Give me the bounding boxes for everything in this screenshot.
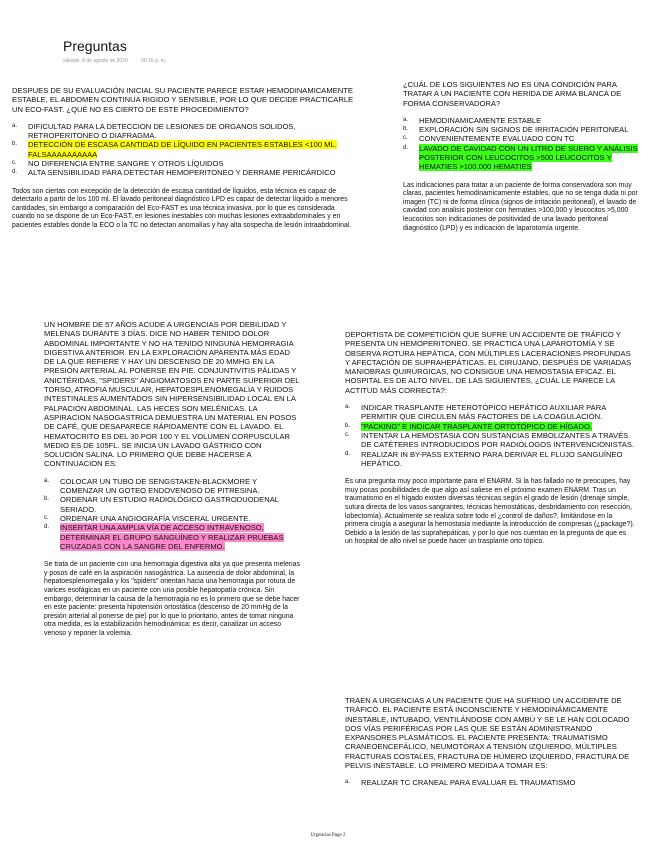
option-letter: a. xyxy=(44,477,50,484)
highlighted-answer: "PACKING" E INDICAR TRASPLANTE ORTOTÓPICO DE HÍGADO. xyxy=(361,421,592,431)
question-text: ¿CUÁL DE LOS SIGUIENTES NO ES UNA CONDICIÓN PARA TRATAR A UN PACIENTE CON HERIDA DE ARMA BLANCA DE FORMA CONSERVADORA? xyxy=(403,80,622,108)
explanation-text: Se trata de un paciente con una hemorragia digestiva alta ya que presenta melenas y posos de café en la aspiración nasogástrica. La ausencia de dolor abdominal, la hepatoesplenomegalia y los "spiders" orientan hacia una hemorragia por rotura de varices esofágicas en un paciente con una posible hepatopatía crónica. Sin embargo, determinar la causa de la hemorragia no es lo primero que se debe hacer en este paciente: presenta hipotensión ortostática (descenso de 20 mmHg de la presión arterial al ponerse de pie) por lo que lo prioritario, antes de tomar ninguna otra medida, es la estabilización hemodinámica: es decir, canalizar un acceso venoso y reponer la volemia. xyxy=(44,561,300,637)
option-letter: d. xyxy=(44,524,50,531)
option-letter: b. xyxy=(44,496,50,503)
answer-option xyxy=(345,403,635,422)
options-list xyxy=(44,477,300,551)
page-meta xyxy=(63,58,166,64)
option-text: ORDENAR UNA ANGIOGRAFÍA VISCERAL URGENTE. xyxy=(60,513,251,523)
question-text: DEPORTISTA DE COMPETICIÓN QUE SUFRE UN ACCIDENTE DE TRÁFICO Y PRESENTA UN HEMOPERITONEO. SE PRACTICA UNA LAPAROTOMÍA Y SE OBSERVA ROTURA HEPÁTICA, CON MÚLTIPLES LACERACIONES PROFUNDAS Y AFECTACIÓN DE SUPRAHEPÁTICAS. EL CIRUJANO, DESPUÉS DE VARIADAS MANIOBRAS QUIRÚRGICAS, NO CONSIGUE UNA HEMOSTASIA EFICAZ. EL HOSPITAL ES DE ALTO NIVEL. DE LAS SIGUIENTES, ¿CUÁL LE PARECE LA ACTITUD MÁS CORRECTA?: xyxy=(345,330,632,395)
option-letter: b. xyxy=(345,422,351,429)
answer-option xyxy=(403,125,643,134)
explanation-text: Es una pregunta muy poco importante para el ENARM. Si la has fallado no te preocupes, hay muy pocas posibilidades de que algo así saliese en el próximo examen ENARM. Tras un traumatismo en el hígado existen diversas técnicas según el grado de lesión (drenaje simple, sutura directa de los vasos sangrantes, técnicas hemostáticas, desbridamiento con resección, lobectomía). Actualmente se realiza sobre todo el ¿control de daños?, limitándose en la primera cirugía a asegurar la hemostasia mediante la introducción de compresas (¿package?). Debido a la lesión de las suprahepáticas, y por lo que nos cuentan en la pregunta de que es un hospital de alto nivel se puede hacer un trasplante orto tópico. xyxy=(345,478,635,546)
question-text: TRAEN A URGENCIAS A UN PACIENTE QUE HA SUFRIDO UN ACCIDENTE DE TRÁFICO. EL PACIENTE ESTÁ INCONSCIENTE Y HEMODINÁMICAMENTE INESTABLE, INTUBADO, VENTILÁNDOSE CON AMBÚ Y SE LE HAN COLOCADO DOS VÍAS PERIFÉRICAS POR LAS QUE SE ESTÁN ADMINISTRANDO EXPANSORES PLASMÁTICOS. EL PACIENTE PRESENTA: TRAUMATISMO CRANEOENCEFÁLICO, NEUMOTÓRAX A TENSIÓN IZQUIERDO, MÚLTIPLES FRACTURAS COSTALES, FRACTURA DE HÚMERO IZQUIERDO, FRACTURA DE PELVIS INESTABLE. LO PRIMERO MEDIDA A TOMAR ES: xyxy=(345,696,630,771)
explanation-text: Las indicaciones para tratar a un paciente de forma conservadora son muy claras, pacientes hemodinamicamente estables, que no se tenga duda ni por imagen (TC) ni de forma clínica (signos de irritación peritoneal), el lavado de cavidad con analisis posterior con hematies >100,000 y leucocitos >5,000 leucocitos son indicaciones de positividad de una lavado peritoneal diagnóstico (LPD) y es indicación de laparotomía urgente. xyxy=(403,181,638,232)
option-letter: d. xyxy=(12,169,18,176)
option-letter: a. xyxy=(403,116,409,123)
option-text: HEMODINAMICAMENTE ESTABLE xyxy=(419,115,542,125)
question-block xyxy=(403,80,643,233)
answer-option xyxy=(345,431,635,450)
option-text: NO DIFERENCIA ENTRE SANGRE Y OTROS LÍQUIDOS xyxy=(28,159,224,169)
page-title: Preguntas xyxy=(63,38,127,54)
answer-option xyxy=(44,495,300,514)
answer-option xyxy=(403,144,643,172)
option-letter: d. xyxy=(345,450,351,457)
option-text: ORDENAR UN ESTUDIO RADIOLÓGICO GASTRODUODENAL SERIADO. xyxy=(60,495,279,514)
option-letter: c. xyxy=(44,514,49,521)
option-text: ALTA SENSIBILIDAD PARA DETECTAR HEMOPERITONEO Y DERRAME PERICÁRDICO xyxy=(28,168,336,178)
highlighted-answer: INSERTAR UNA AMPLIA VÍA DE ACCESO INTRAVENOSO, DETERMINAR EL GRUPO SANGUÍNEO Y REALIZAR PRUEBAS CRUZADAS CON LA SANGRE DEL ENFERMO. xyxy=(60,523,284,551)
highlighted-answer: DETECCIÓN DE ESCASA CANTIDAD DE LÍQUIDO EN PACIENTES ESTABLES <100 ML. FALSAAAAAAAAAA xyxy=(28,140,337,159)
answer-option xyxy=(403,134,643,143)
answer-option xyxy=(403,116,643,125)
answer-option xyxy=(44,514,300,523)
answer-option xyxy=(345,422,635,431)
option-text: EXPLORACIÓN SIN SIGNOS DE IRRITACIÓN PERITONEAL xyxy=(419,125,629,135)
page-time: 06:15 p. m. xyxy=(141,58,167,64)
answer-option xyxy=(44,477,300,496)
option-letter: b. xyxy=(403,126,409,133)
answer-option xyxy=(12,122,357,141)
option-text: DIFICULTAD PARA LA DETECCION DE LESIONES DE ORGANOS SOLIDOS, RETROPERITONEO O DIAFRAGMA. xyxy=(28,121,296,141)
question-block xyxy=(12,86,357,231)
options-list xyxy=(403,116,643,172)
option-letter: a. xyxy=(345,779,351,786)
options-list xyxy=(345,403,635,468)
answer-option xyxy=(44,523,300,551)
answer-option xyxy=(12,159,357,168)
option-letter: a. xyxy=(12,122,18,129)
option-letter: a. xyxy=(345,404,351,411)
answer-option xyxy=(12,140,357,159)
answer-option xyxy=(345,778,635,787)
question-text: UN HOMBRE DE 57 AÑOS ACUDE A URGENCIAS POR DEBILIDAD Y MELENAS DURANTE 3 DÍAS. DICE NO HABER TENIDO DOLOR ABDOMINAL IMPORTANTE Y NO HA TENIDO NINGUNA HEMORRAGIA DIGESTIVA ANTERIOR. EN LA EXPLORACIÓN APARENTA MÁS EDAD DE LA QUE REFIERE Y HAY UN DESCENSO DE 20 MMHG EN LA PRESIÓN ARTERIAL AL PONERSE EN PIE. CONJUNTIVITIS PÁLIDAS Y ANICTÉRIDAS, "SPIDERS" ANGIOMATOSOS EN PARTE SUPERIOR DEL TORSO, ATROFIA MUSCULAR, HEPATOESPLENOMEGALIA Y RUIDOS INTESTINALES AUMENTADOS SIN HIPERSENSIBILIDAD LOCAL EN LA PALPACIÓN ABDOMINAL. LAS HECES SON MELÉNICAS. LA ASPIRACION NASOGASTRICA DEMUESTRA UN MATERIAL EN POSOS DE CAFÉ, QUE DESAPARECE RÁPIDAMENTE CON EL LAVADO. EL HEMATOCRITO ES DEL 30 POR 100 Y EL VOLUMEN CORPUSCULAR MEDIO ES DE 105FL. SE INICIA UN LAVADO GÁSTRICO CON SOLUCIÓN SALINA. LO PRIMERO QUE DEBE HACERSE A CONTINUACION ES: xyxy=(44,320,300,469)
page-footer: Urgencias Page 2 xyxy=(310,833,346,838)
option-letter: c. xyxy=(345,431,350,438)
explanation-text: Todos son ciertas con excepción de la detección de escasa cantidad de líquidos, esta técnica es capaz de detectarlo a partir de los 100 ml. El lavado peritoneal diagnóstico LPD es capaz de detectar líquido a menores cantidades, sin embargo a comparación del Eco-FAST es una técnica invasiva, por lo que es considerada cuando no se dispone de un Eco-FAST, en lesiones inestables con muchas lesiones extraabdominales y en pacientes estables donde la ECO o la TC no detectan anomalías y hay alta sospecha de lesión intraabdominal. xyxy=(12,187,352,230)
option-text: COLOCAR UN TUBO DE SENGSTAKEN-BLACKMORE Y COMENZAR UN GOTEO ENDOVENOSO DE PITRESINA. xyxy=(60,476,260,496)
highlighted-answer: LAVADO DE CAVIDAD CON UN LITRO DE SUERO Y ANÁLISIS POSTERIOR CON LEUCOCITOS >500 LEUCOCITOS Y HEMATIES >100.000 HEMATIES xyxy=(419,143,638,172)
question-text: DESPUES DE SU EVALUACIÓN INICIAL SU PACIENTE PARECE ESTAR HEMODINAMICAMENTE ESTABLE, EL ABDOMEN CONTINUA RIGIDO Y SENSIBLE, POR LO QUE DECIDE PRACTICARLE UN ECO-FAST. ¿QUÉ NO ES CIERTO DE ESTE PROCEDIMIENTO? xyxy=(12,86,354,114)
page-date: sábado, 8 de agosto de 2020 xyxy=(63,58,128,64)
option-letter: c. xyxy=(403,135,408,142)
question-block xyxy=(44,320,300,638)
answer-option xyxy=(345,450,635,469)
option-letter: c. xyxy=(12,160,17,167)
option-text: REALIZAR IN BY-PASS EXTERNO PARA DERIVAR EL FLUJO SANGUÍNEO HEPÁTICO. xyxy=(361,449,623,468)
options-list xyxy=(345,778,635,787)
option-text: INTENTAR LA HEMOSTASIA CON SUSTANCIAS EMBOLIZANTES A TRAVÉS DE CATÉTERES INTRODUCIDOS POR RADIÓLOGOS INTERVENCIONISTAS. xyxy=(361,430,634,450)
option-letter: d. xyxy=(403,144,409,151)
question-block xyxy=(345,696,635,788)
options-list xyxy=(12,122,357,178)
question-block xyxy=(345,330,635,547)
option-letter: b. xyxy=(12,141,18,148)
answer-option xyxy=(12,168,357,177)
option-text: REALIZAR TC CRANEAL PARA EVALUAR EL TRAUMATISMO xyxy=(361,778,576,788)
option-text: CONVENIENTEMENTE EVALUADO CON TC xyxy=(419,134,575,144)
option-text: INDICAR TRASPLANTE HETEROTÓPICO HEPÁTICO AUXILIAR PARA PERMITIR QUE CIRCULEN MÁS FACTORES DE LA COAGULACIÓN. xyxy=(361,403,606,422)
